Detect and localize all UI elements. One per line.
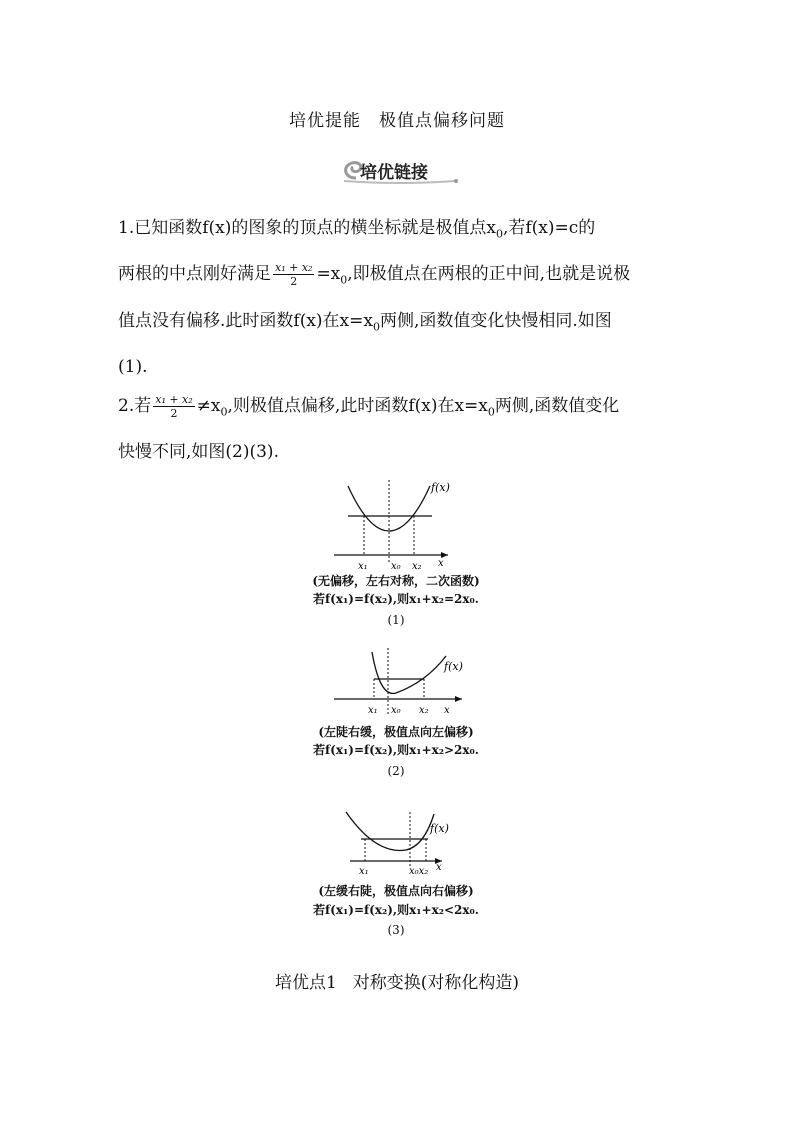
p1-text-g: 两侧,函数值变化快慢相同.如图	[379, 310, 612, 331]
p1-text-f: 值点没有偏移.此时函数f(x)在x=x	[118, 310, 373, 331]
p2-text-d: 两侧,函数值变化	[494, 396, 620, 416]
fx-label: f(x)	[431, 481, 450, 494]
p2-text-c: ,则极值点偏移,此时函数f(x)在x=x	[227, 396, 488, 416]
sub-zero: 0	[220, 405, 228, 419]
x0x2-label: x₀x₂	[409, 866, 429, 877]
section-heading-right: 对称变换(对称化构造)	[352, 973, 520, 993]
sub-zero: 0	[495, 227, 503, 241]
figure-3-condition: 若f(x₁)=f(x₂),则x₁+x₂<2x₀.	[313, 903, 479, 917]
fraction-numerator: x₁ + x₂	[155, 393, 193, 406]
fx-label: f(x)	[430, 822, 449, 835]
figure-2-caption: (左陡右缓，极值点向左偏移)	[318, 725, 474, 739]
figure-1-graph	[276, 476, 516, 576]
section-badge	[338, 156, 458, 186]
figure-2	[276, 640, 516, 800]
fx-label: f(x)	[444, 660, 463, 673]
x-axis-label: x	[438, 558, 444, 569]
x0-label: x₀	[391, 561, 401, 572]
figure-1-condition: 若f(x₁)=f(x₂),则x₁+x₂=2x₀.	[313, 592, 479, 606]
section-heading	[0, 968, 794, 993]
p1-text-h: (1).	[118, 357, 148, 378]
fraction	[273, 261, 314, 288]
figure-1-caption: (无偏移，左右对称，二次函数)	[312, 574, 480, 588]
badge-label: 培优链接	[360, 163, 428, 183]
p1-text-e: ,即极值点在两根的正中间,也就是说极	[347, 264, 631, 285]
figure-2-number: (2)	[387, 764, 405, 778]
sub-zero: 0	[487, 405, 495, 419]
p2-text-a: 2.若	[118, 396, 152, 416]
title-left: 培优提能	[289, 111, 361, 131]
figure-3	[276, 810, 516, 960]
x1-label: x₁	[368, 705, 378, 716]
x2-label: x₂	[419, 705, 429, 716]
figure-1	[276, 476, 516, 636]
figure-1-number: (1)	[387, 613, 405, 627]
figure-3-number: (3)	[387, 923, 405, 937]
p1-text-c: 两根的中点刚好满足	[118, 264, 271, 285]
x0-label: x₀	[391, 705, 401, 716]
x-axis-label: x	[444, 705, 450, 716]
page-title	[0, 106, 794, 131]
paragraph-1	[118, 208, 678, 388]
x2-label: x₂	[412, 561, 422, 572]
p2-text-b: ≠x	[196, 396, 221, 416]
section-heading-left: 培优点1	[274, 973, 337, 993]
figure-3-caption: (左缓右陡，极值点向右偏移)	[318, 884, 474, 898]
p1-text-d: =x	[316, 264, 341, 285]
p1-text-b: ,若f(x)=c的	[502, 218, 596, 238]
fraction-denominator: 2	[290, 275, 298, 289]
fraction	[153, 393, 194, 420]
x1-label: x₁	[359, 866, 369, 877]
paragraph-2	[118, 386, 678, 473]
fraction-numerator: x₁ + x₂	[275, 261, 313, 275]
p2-text-e: 快慢不同,如图(2)(3).	[118, 442, 279, 463]
figure-2-condition: 若f(x₁)=f(x₂),则x₁+x₂>2x₀.	[313, 743, 479, 757]
sub-zero: 0	[372, 320, 380, 334]
p1-text-a: 1.已知函数f(x)的图象的顶点的横坐标就是极值点x	[118, 218, 496, 238]
title-right: 极值点偏移问题	[379, 111, 505, 131]
x-axis-label: x	[436, 862, 442, 873]
figure-2-graph	[276, 640, 516, 730]
fraction-denominator: 2	[170, 407, 178, 420]
x1-label: x₁	[358, 561, 368, 572]
sub-zero: 0	[340, 273, 348, 287]
figure-3-graph	[276, 810, 516, 880]
